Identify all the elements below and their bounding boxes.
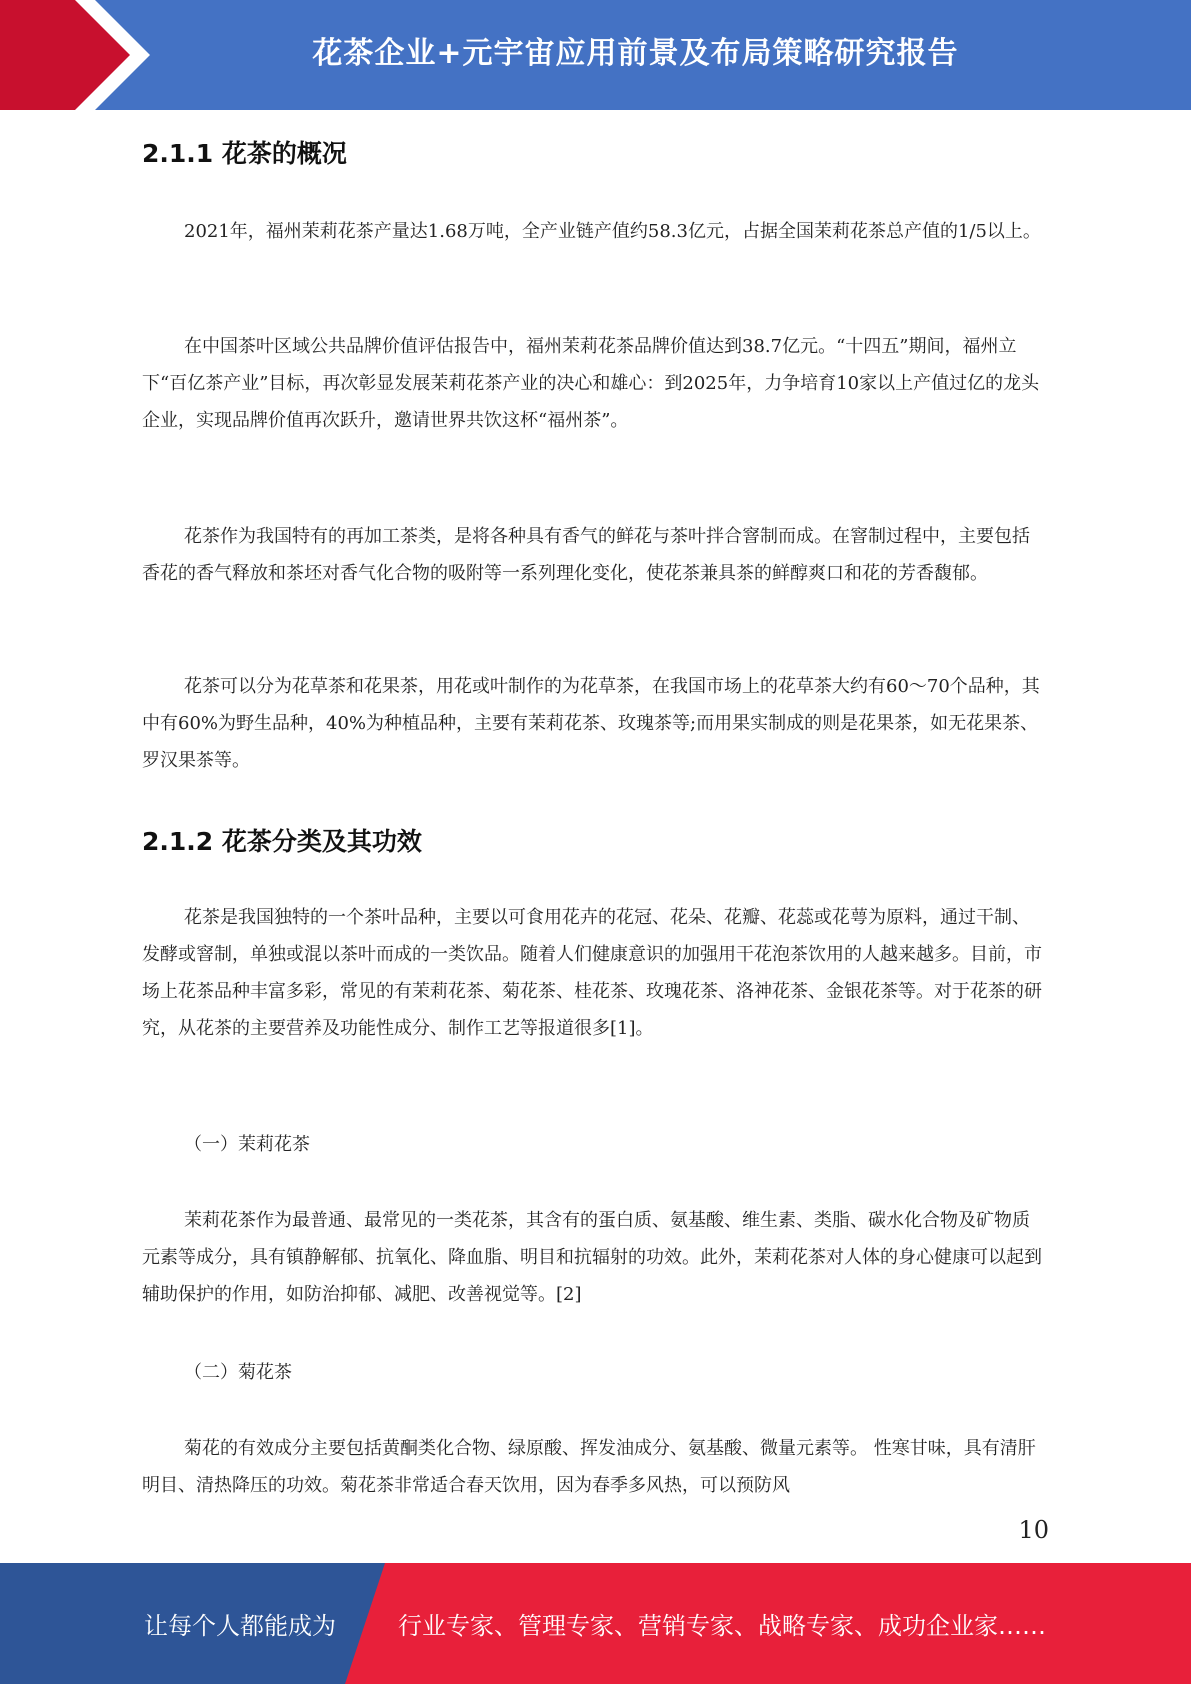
subheading: （二）菊花茶 (184, 1362, 292, 1383)
paragraph: 花茶可以分为花草茶和花果茶，用花或叶制作的为花草茶，在我国市场上的花草茶大约有60～70个品种，其中有60%为野生品种，40%为种植品种，主要有茉莉花茶、玫瑰茶等;而用果实制成的则是花果茶，如无花果茶、罗汉果茶等。 (142, 676, 1040, 771)
footer-slogan-left: 让每个人都能成为 (144, 1612, 336, 1640)
report-title: 花茶企业+元宇宙应用前景及布局策略研究报告 (312, 36, 959, 71)
paragraph: 花茶是我国独特的一个茶叶品种，主要以可食用花卉的花冠、花朵、花瓣、花蕊或花萼为原料，通过干制、发酵或窨制，单独或混以茶叶而成的一类饮品。随着人们健康意识的加强用干花泡茶饮用的人越来越多。目前，市场上花茶品种丰富多彩，常见的有茉莉花茶、菊花茶、桂花茶、玫瑰花茶、洛神花茶、金银花茶等。对于花茶的研究，从花茶的主要营养及功能性成分、制作工艺等报道很多[1]。 (142, 907, 1042, 1039)
footer-slogan-right: 行业专家、管理专家、营销专家、战略专家、成功企业家…… (398, 1612, 1046, 1640)
paragraph: 花茶作为我国特有的再加工茶类，是将各种具有香气的鲜花与茶叶拌合窨制而成。在窨制过程中，主要包括香花的香气释放和茶坯对香气化合物的吸附等一系列理化变化，使花茶兼具茶的鲜醇爽口和花的芳香馥郁。 (142, 526, 1030, 584)
paragraph: 在中国茶叶区域公共品牌价值评估报告中，福州茉莉花茶品牌价值达到38.7亿元。“十四五”期间，福州立下“百亿茶产业”目标，再次彰显发展茉莉花茶产业的决心和雄心：到2025年，力争培育10家以上产值过亿的龙头企业，实现品牌价值再次跃升，邀请世界共饮这杯“福州茶”。 (142, 336, 1040, 431)
paragraph: 菊花的有效成分主要包括黄酮类化合物、绿原酸、挥发油成分、氨基酸、微量元素等。 性寒甘味，具有清肝明目、清热降压的功效。菊花茶非常适合春天饮用，因为春季多风热，可以预防风 (142, 1438, 1036, 1496)
page-number: 10 (1018, 1516, 1049, 1544)
paragraph: 茉莉花茶作为最普通、最常见的一类花茶，其含有的蛋白质、氨基酸、维生素、类脂、碳水化合物及矿物质元素等成分，具有镇静解郁、抗氧化、降血脂、明目和抗辐射的功效。此外，茉莉花茶对人体的身心健康可以起到辅助保护的作用，如防治抑郁、减肥、改善视觉等。[2] (142, 1210, 1042, 1305)
subheading: （一）茉莉花茶 (184, 1134, 310, 1155)
paragraph: 2021年，福州茉莉花茶产量达1.68万吨，全产业链产值约58.3亿元，占据全国茉莉花茶总产值的1/5以上。 (184, 221, 1041, 242)
section-heading: 2.1.2 花茶分类及其功效 (142, 827, 422, 856)
section-heading: 2.1.1 花茶的概况 (142, 139, 347, 168)
page-header (0, 0, 1191, 110)
page-footer (0, 1563, 1191, 1684)
